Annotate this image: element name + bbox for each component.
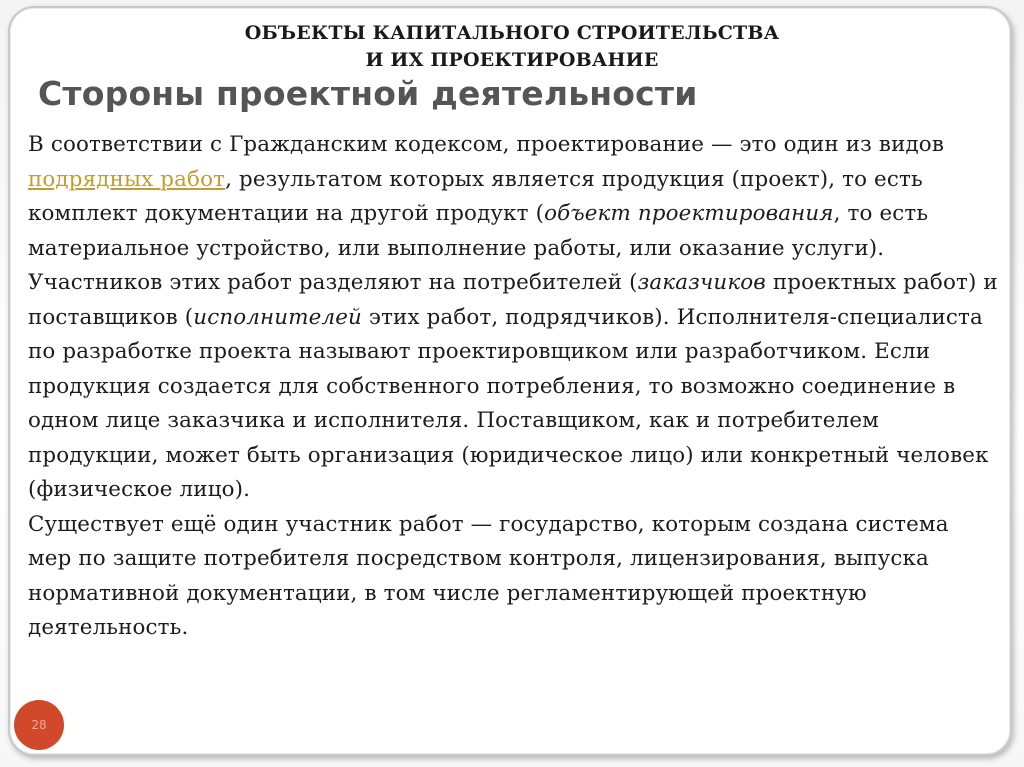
p2-italic-customers: заказчиков <box>637 270 766 295</box>
p1-italic-object: объект проектирования <box>544 201 834 226</box>
paragraph-civil-code <box>28 128 998 266</box>
slide-header <box>0 20 1024 74</box>
header-line-2: И ИХ ПРОЕКТИРОВАНИЕ <box>365 49 659 71</box>
paragraph-participants <box>28 266 998 508</box>
p1-text-3: , то есть материальное устройство, или выполнение работы, или оказание услуги). <box>28 201 929 261</box>
p2-text-2: проектных работ) и поставщиков ( <box>28 270 998 330</box>
p2-text-3: этих работ, подрядчиков). Исполнителя-специалиста по разработке проекта называют проектировщиком или разработчиком. Если продукция создается для собственного потребления, то возможно соединение в одном лице заказчика и исполнителя. Поставщиком, как и потребителем продукции, может быть организация (юридическое лицо) или конкретный человек (физическое лицо). <box>28 304 989 502</box>
page-number-badge <box>14 700 64 750</box>
p1-text-2: , результатом которых является продукция (проект), то есть комплект документации на другой продукт ( <box>28 166 923 226</box>
contract-work-link[interactable]: подрядных работ <box>28 166 226 192</box>
p2-text-1: Участников этих работ разделяют на потребителей ( <box>28 270 638 295</box>
header-line-1: ОБЪЕКТЫ КАПИТАЛЬНОГО СТРОИТЕЛЬСТВА <box>244 22 780 44</box>
p1-text-1: В соответствии с Гражданским кодексом, проектирование — это один из видов <box>28 132 945 157</box>
p2-italic-contractors: исполнителей <box>193 304 362 330</box>
page-number: 28 <box>31 718 47 732</box>
slide-subtitle: Стороны проектной деятельности <box>38 74 698 113</box>
slide-body <box>28 128 998 646</box>
paragraph-state: Существует ещё один участник работ — государство, которым создана система мер по защите потребителя посредством контроля, лицензирования, выпуска нормативной документации, в том числе регламентирующей проектную деятельность. <box>28 511 949 640</box>
